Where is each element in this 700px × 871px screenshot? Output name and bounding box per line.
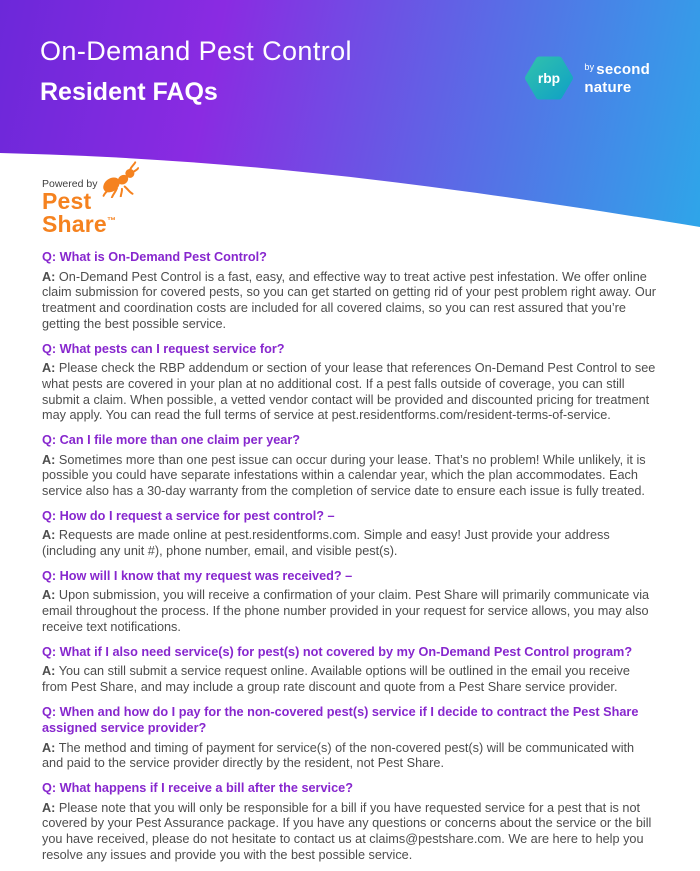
faq-question: Q: Can I file more than one claim per year? [42,433,301,447]
faq-item [42,568,658,636]
faq-question: Q: What happens if I receive a bill after the service? [42,781,353,795]
faq-question: Q: When and how do I pay for the non-covered pest(s) service if I decide to contract the Pest Share assigned service provider? [42,704,639,735]
brand-word-second: second [596,60,650,78]
brand-word-nature: nature [584,78,632,96]
pestshare-word-pest: Pest [42,188,92,214]
pestshare-wordmark [42,190,140,235]
answer-label: A: [42,740,56,755]
second-nature-wordmark [584,62,650,95]
answer-label: A: [42,588,56,603]
faq-answer [42,801,658,864]
answer-label: A: [42,269,56,284]
second-nature-line1 [584,62,650,77]
faq-answer [42,588,658,635]
answer-text: Please note that you will only be responsible for a bill if you have requested service for a pest that is not covered by your Pest Assurance package. If you have any questions or concerns about the service or the bill you have received, please do not hesitate to contact us at claims@pestshare.com. We are here to help you resolve any issues and provide you with the best possible service. [42,800,652,862]
faq-question: Q: How do I request a service for pest control? – [42,508,335,523]
answer-text: Requests are made online at pest.residentforms.com. Simple and easy! Just provide your address (including any unit #), phone number, email, and visible pest(s). [42,528,610,558]
answer-text: The method and timing of payment for service(s) of the non-covered pest(s) will be communicated with and paid to the service provider directly by the resident, not Pest Share. [42,740,635,771]
faq-item [42,249,658,333]
answer-label: A: [42,452,56,467]
faq-answer [42,361,658,424]
faq-question: Q: What if I also need service(s) for pest(s) not covered by my On-Demand Pest Control program? [42,644,633,659]
answer-label: A: [42,800,56,815]
answer-label: A: [42,361,56,375]
powered-by-label: Powered by [42,178,98,190]
page-title: On-Demand Pest Control [40,36,352,66]
trademark-symbol: ™ [106,214,117,225]
answer-text: Please check the RBP addendum or section of your lease that references On-Demand Pest Control to see what pests are covered in your plan at no additional cost. If a pest falls outside of coverage, you can still submit a claim. When possible, a vetted vendor contact will be provided and discounted pricing for treatment may apply. You can read the full terms of service at pest.residentforms.com/resident-terms-of-service. [42,361,656,423]
brand-lockup [523,54,650,102]
answer-text: Sometimes more than one pest issue can occur during your lease. That’s no problem! While unlikely, it is possible you could have separate infestations within a calendar year, which the plan accommodates. Each service also has a 30-day warranty from the completion of service date to ensure each issue is fully treated. [42,452,646,498]
faq-item [42,432,658,500]
faq-list [0,240,700,864]
faq-answer [42,453,658,500]
pest-bug-icon [99,161,142,199]
faq-answer [42,741,658,773]
header [0,0,700,240]
rbp-logo-text: rbp [538,69,561,86]
page-subtitle: Resident FAQs [40,78,218,106]
faq-item [42,780,658,864]
answer-label: A: [42,528,56,543]
faq-question: Q: How will I know that my request was received? – [42,568,353,583]
faq-answer [42,528,658,560]
answer-text: On-Demand Pest Control is a fast, easy, and effective way to treat active pest infestation. We offer online claim submission for covered pests, so you can get started on getting rid of your pest problem right away. Our treatment and coordination costs are included for all covered claims, so you can rest assured that you’re getting the best possible service. [42,269,656,331]
answer-label: A: [42,664,56,678]
faq-answer [42,270,658,333]
faq-question: Q: What is On-Demand Pest Control? [42,250,267,264]
faq-item [42,341,658,425]
header-titles [40,36,352,107]
answer-text: Upon submission, you will receive a confirmation of your claim. Pest Share will primarily communicate via email throughout the process. If the phone number provided in your request for service allows, you may also receive text notifications. [42,588,650,634]
faq-question: Q: What pests can I request service for? [42,341,285,356]
pestshare-logo [42,163,140,235]
answer-text: You can still submit a service request online. Available options will be outlined in the email you receive from Pest Share, and may include a group rate discount and quote from a Pest Share service provider. [42,664,630,694]
faq-item [42,644,658,696]
by-label: by [584,61,595,72]
pestshare-word-share: Share™ [42,210,117,237]
rbp-logo [523,54,575,102]
faq-item [42,704,658,773]
faq-answer [42,664,658,696]
rbp-badge-icon [523,54,575,102]
faq-item [42,508,658,560]
